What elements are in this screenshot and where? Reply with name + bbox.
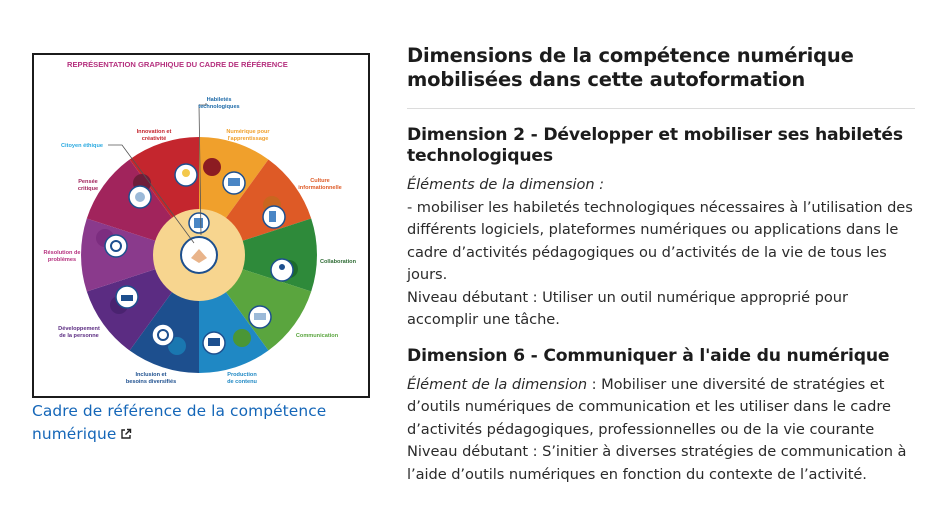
target-icon bbox=[105, 235, 127, 257]
external-link-icon bbox=[120, 428, 132, 440]
svg-text:Résolution deproblèmes: Résolution de problèmes bbox=[43, 250, 81, 263]
elements-label: Éléments de la dimension : bbox=[407, 176, 605, 193]
dimensions-section bbox=[407, 44, 915, 500]
svg-text:Habiletéstechnologiques: Habiletés technologiques bbox=[198, 97, 240, 110]
svg-text:Citoyen éthique: Citoyen éthique bbox=[61, 143, 103, 149]
svg-text:Collaboration: Collaboration bbox=[319, 259, 357, 265]
section-title: Dimensions de la compétence numérique mobilisées dans cette autoformation bbox=[407, 44, 854, 91]
link-text-line2: numérique bbox=[32, 425, 117, 443]
elements-label: Élément de la dimension bbox=[407, 375, 588, 393]
svg-text:Numérique pourl'apprentissage: Numérique pour l'apprentissage bbox=[226, 129, 270, 142]
element-text: - mobiliser les habiletés technologiques nécessaires à l’utilisation des différents logiciels, plateformes numériques ou applications dans le cadre d’activités pédagogiques ou d’activités de la vie de tous les jours. bbox=[407, 198, 913, 283]
dimension-body bbox=[407, 374, 915, 487]
dimension-6 bbox=[407, 346, 915, 487]
dimension-title: Dimension 6 - Communiquer à l'aide du numérique bbox=[407, 345, 890, 366]
puzzle-wheel-graphic bbox=[34, 55, 368, 396]
svg-text:Communication: Communication bbox=[295, 333, 339, 339]
dimension-2 bbox=[407, 125, 915, 332]
divider bbox=[407, 108, 915, 109]
level-text: Niveau débutant : Utiliser un outil numérique approprié pour accomplir une tâche. bbox=[407, 288, 848, 328]
svg-text:Cultureinformationnelle: Culture informationnelle bbox=[298, 178, 342, 191]
dimension-body bbox=[407, 174, 915, 332]
competence-framework-diagram bbox=[32, 53, 370, 398]
figure-title: REPRÉSENTATION GRAPHIQUE DU CADRE DE RÉFÉRENCE bbox=[67, 60, 288, 69]
figure-column bbox=[32, 53, 372, 446]
framework-reference-link[interactable] bbox=[32, 400, 352, 446]
svg-text:Innovation etcréativité: Innovation et créativité bbox=[136, 129, 172, 142]
svg-text:Inclusion etbesoins diversifié: Inclusion et besoins diversifiés bbox=[125, 372, 177, 385]
target-cycle-icon bbox=[152, 324, 174, 346]
level-text: Niveau débutant : S’initier à diverses stratégies de communication à l’aide d’outils numériques en fonction du contexte de l’activité. bbox=[407, 443, 907, 483]
svg-text:Productionde contenu: Production de contenu bbox=[227, 372, 257, 385]
svg-text:Développementde la personne: Développement de la personne bbox=[58, 326, 100, 339]
svg-text:Penséecritique: Pensée critique bbox=[77, 179, 99, 192]
element-text: : Mobiliser une diversité de stratégies et d’outils numériques de communication et les utiliser dans le cadre d’activités pédagogiques, professionnelles ou de la vie courante bbox=[407, 375, 891, 438]
link-text-line1: Cadre de référence de la compétence bbox=[32, 402, 327, 420]
dimension-title: Dimension 2 - Développer et mobiliser ses habiletés technologiques bbox=[407, 125, 903, 166]
